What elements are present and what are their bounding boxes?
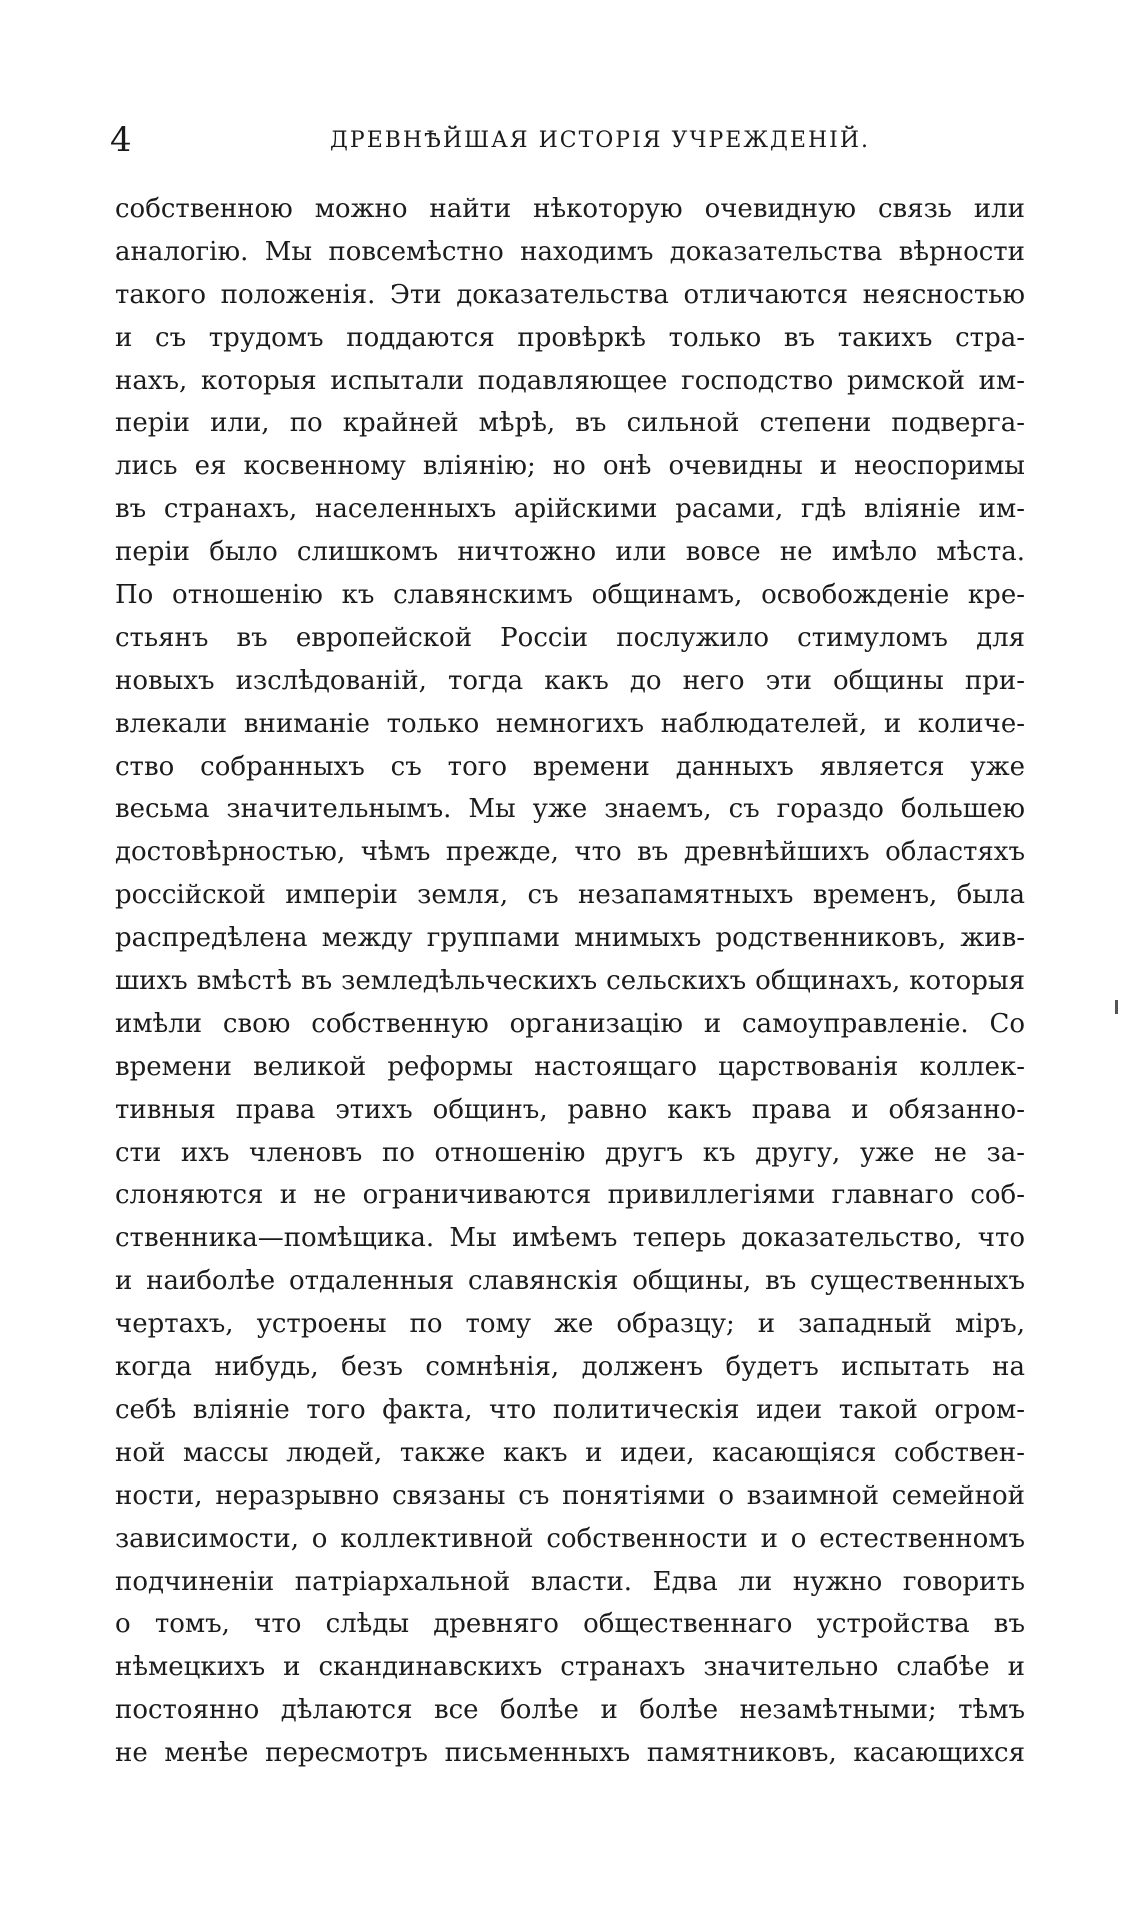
page-number: 4 bbox=[110, 120, 132, 160]
text-line: россійской имперіи земля, съ незапамятныхъ временъ, была bbox=[115, 880, 1025, 911]
text-line: зависимости, о коллективной собственности и о естественномъ bbox=[115, 1523, 1025, 1554]
text-line: когда нибудь, безъ сомнѣнія, долженъ будетъ испытать на bbox=[115, 1352, 1025, 1383]
text-line: имѣли свою собственную организацію и самоуправленіе. Со bbox=[115, 1008, 1025, 1039]
print-speck bbox=[1115, 1000, 1118, 1014]
text-line: нахъ, которыя испытали подавляющее господство римской им- bbox=[115, 365, 1025, 396]
page-header bbox=[110, 120, 1030, 160]
text-line: новыхъ изслѣдованій, тогда какъ до него эти общины при- bbox=[115, 665, 1025, 696]
text-line: аналогію. Мы повсемѣстно находимъ доказательства вѣрности bbox=[115, 236, 1025, 267]
text-line: періи было слишкомъ ничтожно или вовсе не имѣло мѣста. bbox=[115, 537, 1025, 568]
text-line: постоянно дѣлаются все болѣе и болѣе незамѣтными; тѣмъ bbox=[115, 1695, 1025, 1726]
text-line: лись ея косвенному вліянію; но онѣ очевидны и неоспоримы bbox=[115, 451, 1025, 482]
text-line: не менѣе пересмотръ письменныхъ памятниковъ, касающихся bbox=[115, 1738, 1025, 1769]
text-line: собственною можно найти нѣкоторую очевидную связь или bbox=[115, 194, 1025, 224]
text-line: распредѣлена между группами мнимыхъ родственниковъ, жив- bbox=[115, 923, 1025, 954]
text-line: нѣмецкихъ и скандинавскихъ странахъ значительно слабѣе и bbox=[115, 1652, 1025, 1683]
text-line: ство собранныхъ съ того времени данныхъ является уже bbox=[115, 751, 1025, 782]
text-line: тивныя права этихъ общинъ, равно какъ права и обязанно- bbox=[115, 1094, 1025, 1125]
text-line: періи или, по крайней мѣрѣ, въ сильной степени подверга- bbox=[115, 408, 1025, 439]
text-line: подчиненіи патріархальной власти. Едва ли нужно говорить bbox=[115, 1566, 1025, 1597]
text-line: достовѣрностью, чѣмъ прежде, что въ древнѣйшихъ областяхъ bbox=[115, 837, 1025, 868]
text-line: въ странахъ, населенныхъ арійскими расами, гдѣ вліяніе им- bbox=[115, 494, 1025, 525]
text-line: ности, неразрывно связаны съ понятіями о взаимной семейной bbox=[115, 1480, 1025, 1511]
text-line: ственника—помѣщика. Мы имѣемъ теперь доказательство, что bbox=[115, 1223, 1025, 1254]
text-line: времени великой реформы настоящаго царствованія коллек- bbox=[115, 1051, 1025, 1082]
text-line: чертахъ, устроены по тому же образцу; и западный міръ, bbox=[115, 1309, 1025, 1340]
text-line: и наиболѣе отдаленныя славянскія общины, въ существенныхъ bbox=[115, 1266, 1025, 1297]
text-line: ной массы людей, также какъ и идеи, касающіяся собствен- bbox=[115, 1437, 1025, 1468]
text-line: себѣ вліяніе того факта, что политическія идеи такой огром- bbox=[115, 1394, 1025, 1425]
body-text bbox=[115, 188, 1025, 1775]
text-line: и съ трудомъ поддаются провѣркѣ только въ такихъ стра- bbox=[115, 322, 1025, 353]
text-line: По отношенію къ славянскимъ общинамъ, освобожденіе кре- bbox=[115, 580, 1025, 611]
text-line: сти ихъ членовъ по отношенію другъ къ другу, уже не за- bbox=[115, 1137, 1025, 1168]
text-line: влекали вниманіе только немногихъ наблюдателей, и количе- bbox=[115, 708, 1025, 739]
text-line: о томъ, что слѣды древняго общественнаго устройства въ bbox=[115, 1609, 1025, 1640]
running-title: ДРЕВНѢЙШАЯ ИСТОРІЯ УЧРЕЖДЕНІЙ. bbox=[330, 128, 871, 153]
text-line: такого положенія. Эти доказательства отличаются неясностью bbox=[115, 279, 1025, 310]
text-line: слоняются и не ограничиваются привиллегіями главнаго соб- bbox=[115, 1180, 1025, 1211]
text-line: стьянъ въ европейской Россіи послужило стимуломъ для bbox=[115, 622, 1025, 653]
text-line: весьма значительнымъ. Мы уже знаемъ, съ гораздо большею bbox=[115, 794, 1025, 825]
text-line: шихъ вмѣстѣ въ земледѣльческихъ сельскихъ общинахъ, которыя bbox=[115, 966, 1025, 997]
